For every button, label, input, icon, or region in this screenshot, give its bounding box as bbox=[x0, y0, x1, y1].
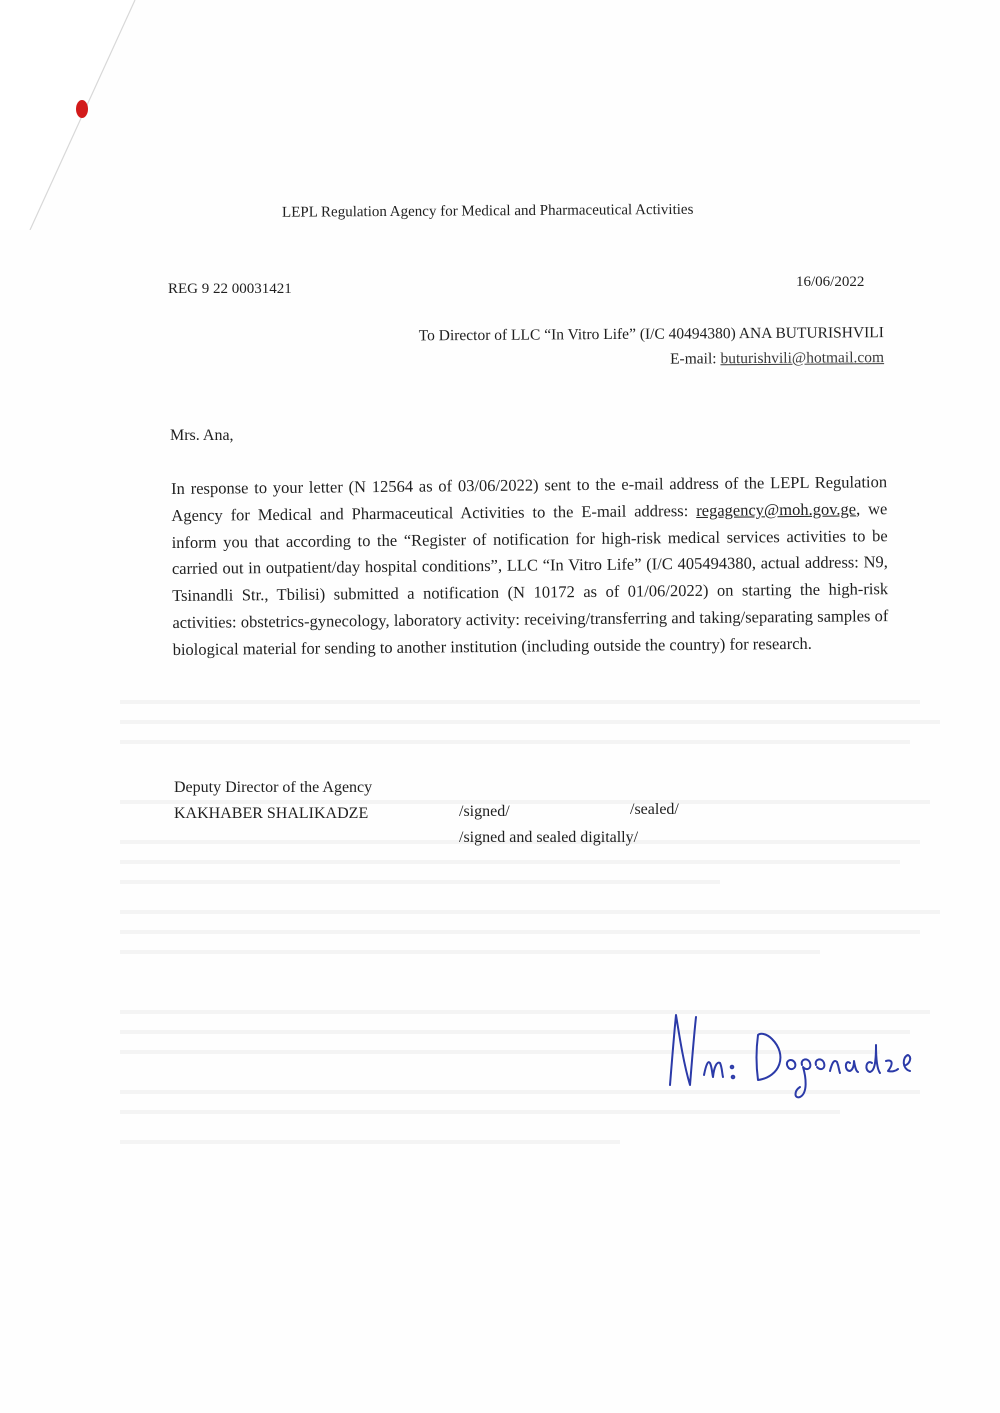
signatory-title: Deputy Director of the Agency bbox=[174, 779, 373, 796]
red-ink-mark bbox=[76, 100, 88, 118]
registration-number: REG 9 22 00031421 bbox=[168, 281, 292, 297]
recipient-email-link[interactable]: buturishvili@hotmail.com bbox=[720, 349, 885, 368]
body-text-part-1: In response to your letter (N 12564 as of 03/06/2022) sent to the e-mail address of the LEPL Regulation Agency for Medical and Pharmaceutical Activities to the E-mail address: bbox=[171, 472, 888, 525]
letter-body bbox=[171, 469, 889, 663]
digital-signature-mark: /signed and sealed digitally/ bbox=[459, 829, 639, 846]
letter-date: 16/06/2022 bbox=[796, 274, 865, 290]
signatory-name: KAKHABER SHALIKADZE bbox=[174, 805, 369, 822]
salutation: Mrs. Ana, bbox=[170, 427, 234, 444]
agency-header-title: LEPL Regulation Agency for Medical and Pharmaceutical Activities bbox=[281, 201, 694, 221]
folded-corner bbox=[0, 0, 140, 230]
signed-mark: /signed/ bbox=[459, 803, 510, 820]
agency-email-link[interactable]: regagency@moh.gov.ge bbox=[696, 499, 857, 520]
body-text-part-2: , we inform you that according to the “Register of notification for high-risk medical services activities to be carried out in outpatient/day hospital conditions”, LLC “In Vitro Life” (I/C 405494380, actual address: N9, Tsinandli Str., Tbilisi) submitted a notification (N 10172 as of 01/06/2022) on starting the high-risk activities: obstetrics-gynecology, laboratory activity: receiving/transferring and taking/separating samples of biological material for sending to another institution (including outside the country) for research. bbox=[171, 498, 889, 659]
email-label: E-mail: bbox=[669, 350, 717, 368]
recipient-line: To Director of LLC “In Vitro Life” (I/C 40494380) ANA BUTURISHVILI bbox=[418, 324, 884, 345]
recipient-email-line bbox=[340, 345, 884, 374]
show-through-text bbox=[120, 690, 950, 1210]
handwritten-signature bbox=[660, 1005, 940, 1115]
recipient-block bbox=[340, 320, 884, 374]
sealed-mark: /sealed/ bbox=[630, 801, 679, 818]
